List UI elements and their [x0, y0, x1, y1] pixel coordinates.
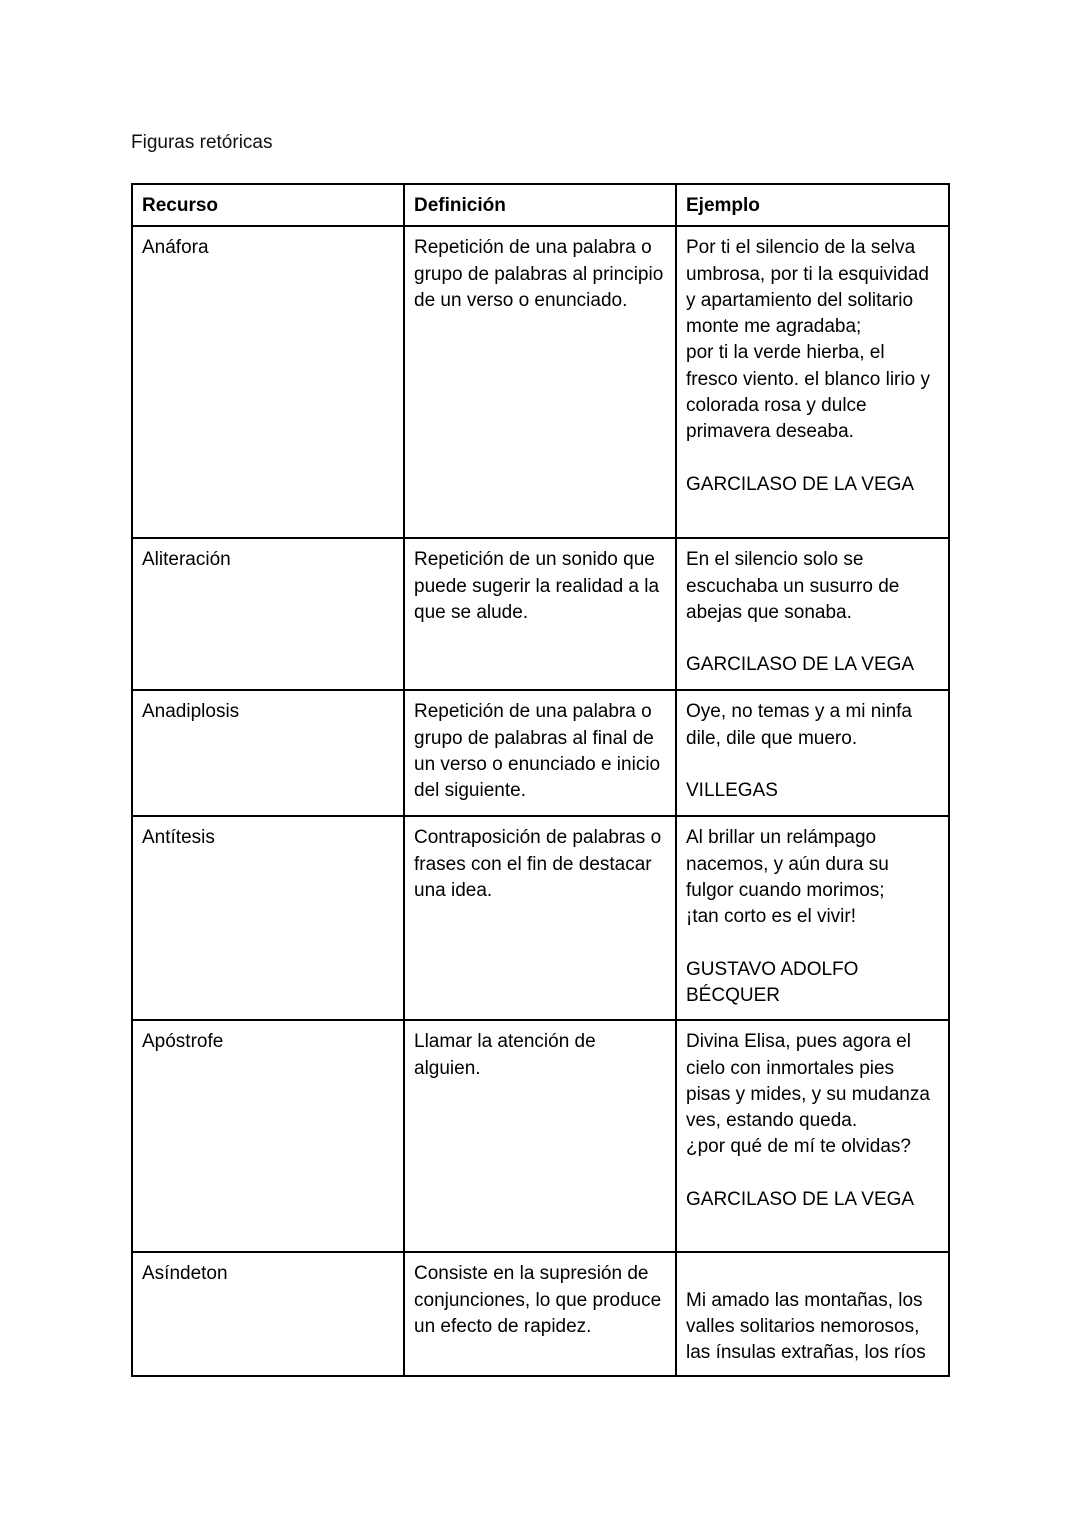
ejemplo-text-continued: por ti la verde hierba, el fresco viento. el blanco lirio y colorada rosa y dulce primavera deseaba.	[686, 342, 930, 443]
ejemplo-text: Por ti el silencio de la selva umbrosa, por ti la esquividad y apartamiento del solitario monte me agradaba;	[686, 237, 929, 338]
ejemplo-text: Divina Elisa, pues agora el cielo con inmortales pies pisas y mides, y su mudanza ves, estando queda.	[686, 1031, 930, 1132]
definicion-cell: Repetición de una palabra o grupo de palabras al principio de un verso o enunciado.	[404, 226, 676, 538]
ejemplo-cell	[676, 1020, 949, 1252]
ejemplo-cell	[676, 226, 949, 538]
ejemplo-text-continued: ¿por qué de mí te olvidas?	[686, 1136, 911, 1158]
ejemplo-author: GARCILASO DE LA VEGA	[686, 473, 915, 495]
column-header-ejemplo: Ejemplo	[676, 184, 949, 226]
rhetorical-figures-table	[131, 183, 950, 1377]
table-header-row	[132, 184, 949, 226]
ejemplo-spacer	[686, 1261, 940, 1287]
table-row	[132, 816, 949, 1020]
recurso-cell: Antítesis	[132, 816, 404, 1020]
ejemplo-cell	[676, 538, 949, 690]
ejemplo-author: VILLEGAS	[686, 780, 778, 802]
ejemplo-cell	[676, 816, 949, 1020]
table-row	[132, 690, 949, 816]
definicion-cell: Consiste en la supresión de conjunciones, lo que produce un efecto de rapidez.	[404, 1252, 676, 1376]
page-title: Figuras retóricas	[131, 132, 273, 153]
definicion-cell: Llamar la atención de alguien.	[404, 1020, 676, 1252]
ejemplo-text: En el silencio solo se escuchaba un susurro de abejas que sonaba.	[686, 549, 900, 623]
table-row	[132, 1020, 949, 1252]
recurso-cell: Aliteración	[132, 538, 404, 690]
column-header-definicion: Definición	[404, 184, 676, 226]
ejemplo-text: Oye, no temas y a mi ninfa dile, dile que muero.	[686, 701, 912, 749]
table-row	[132, 1252, 949, 1376]
ejemplo-cell	[676, 690, 949, 816]
column-header-recurso: Recurso	[132, 184, 404, 226]
recurso-cell: Anáfora	[132, 226, 404, 538]
table-row	[132, 226, 949, 538]
recurso-cell: Anadiplosis	[132, 690, 404, 816]
ejemplo-author: GUSTAVO ADOLFO BÉCQUER	[686, 958, 859, 1007]
ejemplo-cell	[676, 1252, 949, 1376]
ejemplo-text-continued: ¡tan corto es el vivir!	[686, 906, 856, 928]
definicion-cell: Repetición de un sonido que puede sugerir la realidad a la que se alude.	[404, 538, 676, 690]
definicion-cell: Contraposición de palabras o frases con el fin de destacar una idea.	[404, 816, 676, 1020]
recurso-cell: Apóstrofe	[132, 1020, 404, 1252]
ejemplo-text: Mi amado las montañas, los valles solitarios nemorosos, las ínsulas extrañas, los ríos	[686, 1289, 926, 1364]
ejemplo-text: Al brillar un relámpago nacemos, y aún dura su fulgor cuando morimos;	[686, 827, 889, 901]
recurso-cell: Asíndeton	[132, 1252, 404, 1376]
definicion-cell: Repetición de una palabra o grupo de palabras al final de un verso o enunciado e inicio del siguiente.	[404, 690, 676, 816]
ejemplo-author: GARCILASO DE LA VEGA	[686, 654, 915, 676]
ejemplo-author: GARCILASO DE LA VEGA	[686, 1189, 915, 1211]
table-row	[132, 538, 949, 690]
